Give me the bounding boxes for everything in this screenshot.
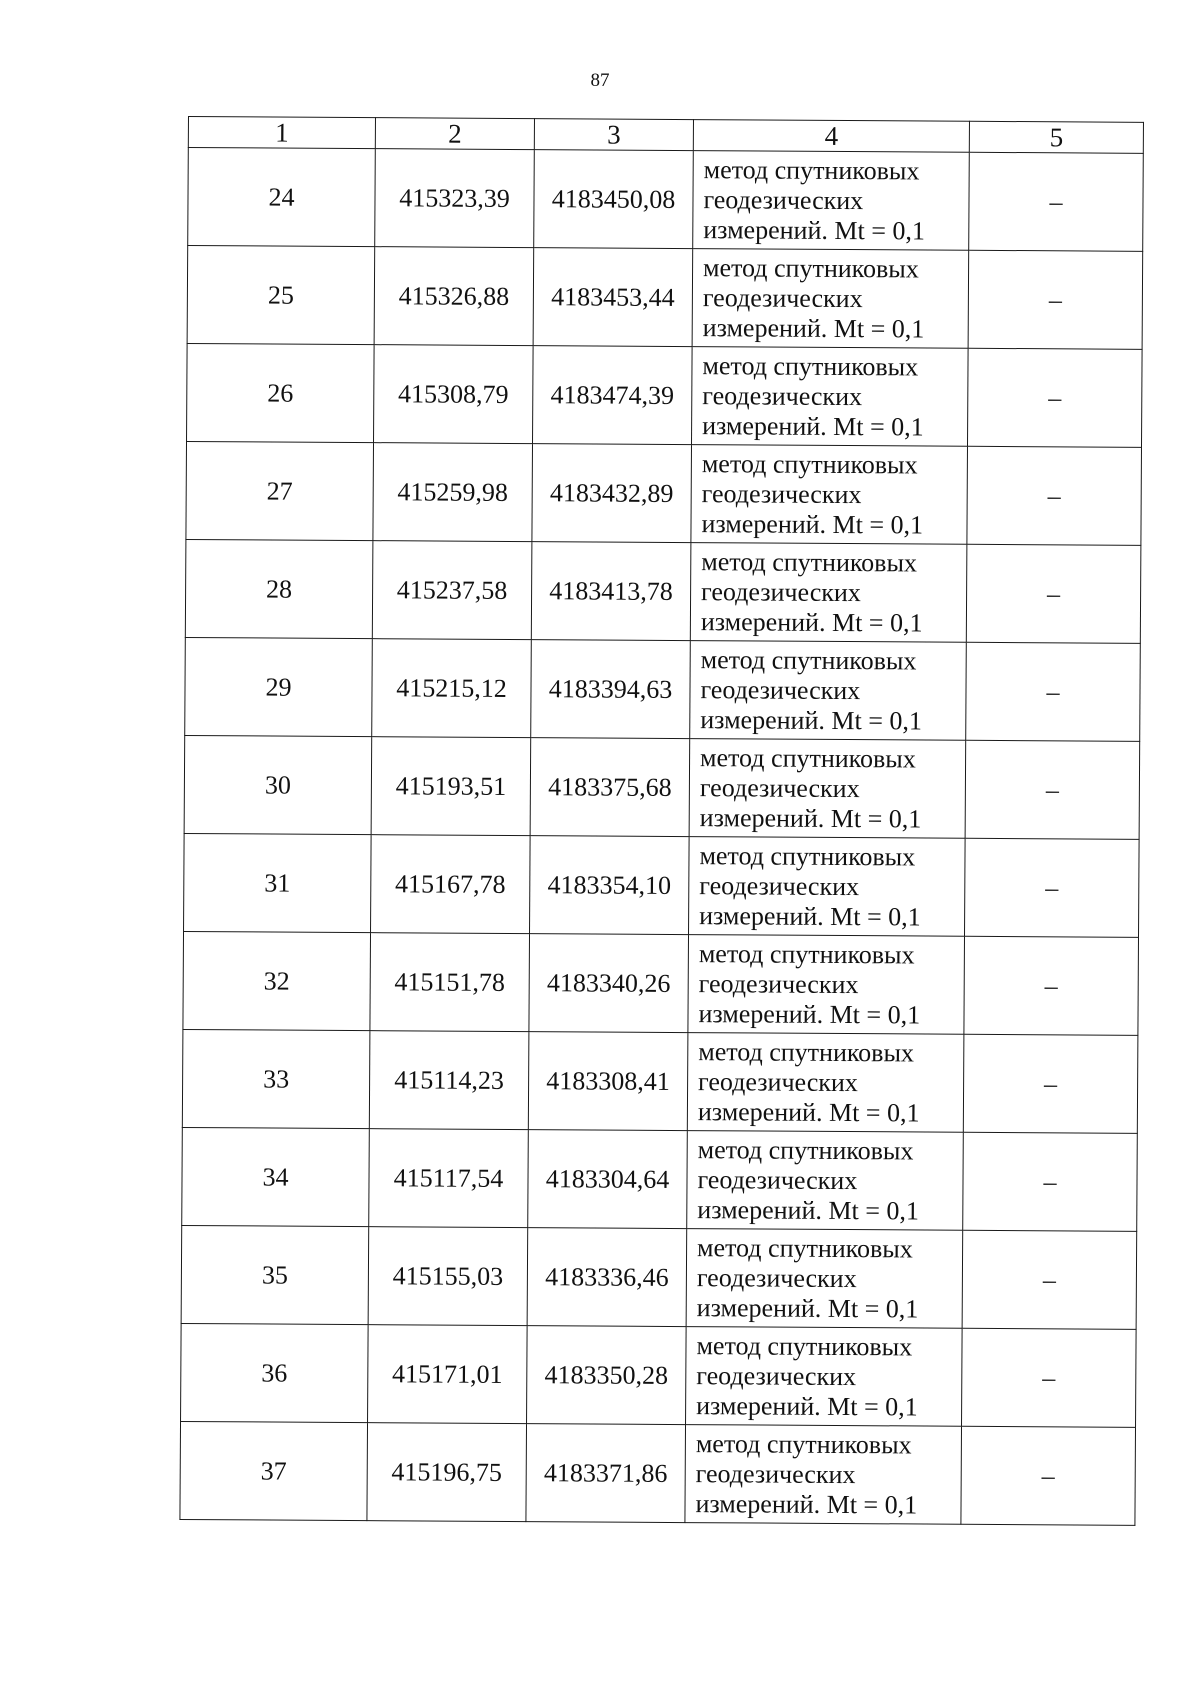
note-cell: – [963, 1132, 1138, 1231]
point-number-cell: 32 [183, 931, 371, 1030]
table-row [183, 931, 1139, 1035]
note-cell: – [965, 740, 1140, 839]
method-line: метод спутниковых [698, 1036, 915, 1067]
y-coordinate-cell: 4183394,63 [531, 640, 691, 739]
method-cell [692, 249, 969, 349]
method-line: измерений. Mt = 0,1 [703, 214, 926, 246]
point-number-cell: 30 [184, 735, 372, 834]
x-coordinate-cell: 415117,54 [369, 1129, 529, 1228]
method-line: измерений. Mt = 0,1 [695, 1488, 918, 1519]
method-cell [689, 739, 966, 839]
x-coordinate-cell: 415323,39 [375, 149, 535, 248]
method-line: геодезических [698, 1066, 858, 1097]
point-number-cell: 27 [186, 441, 374, 540]
method-line: метод спутниковых [702, 252, 919, 283]
method-cell [690, 543, 967, 643]
method-line: измерений. Mt = 0,1 [697, 1096, 920, 1127]
method-line: геодезических [703, 184, 864, 215]
method-line: метод спутниковых [697, 1232, 913, 1263]
note-cell: – [962, 1230, 1137, 1329]
method-line: геодезических [699, 870, 860, 901]
table-row [184, 833, 1140, 937]
table-row [182, 1127, 1138, 1231]
method-line: метод спутниковых [702, 350, 919, 381]
method-line: метод спутниковых [703, 154, 920, 185]
method-line: метод спутниковых [695, 1428, 912, 1459]
method-line: измерений. Mt = 0,1 [700, 704, 923, 735]
note-cell: – [963, 1034, 1138, 1133]
header-col-3: 3 [534, 119, 693, 151]
y-coordinate-cell: 4183336,46 [527, 1228, 687, 1327]
method-line: измерений. Mt = 0,1 [699, 900, 921, 931]
method-line: метод спутниковых [700, 644, 917, 675]
header-col-4: 4 [693, 120, 969, 153]
note-cell: – [969, 152, 1144, 251]
point-number-cell: 35 [181, 1225, 369, 1324]
method-line: измерений. Mt = 0,1 [696, 1292, 919, 1323]
header-col-5: 5 [969, 121, 1143, 153]
table-row [182, 1029, 1138, 1133]
point-number-cell: 29 [185, 637, 373, 736]
method-line: метод спутниковых [700, 742, 916, 773]
method-line: геодезических [702, 282, 863, 313]
y-coordinate-cell: 4183340,26 [529, 934, 689, 1033]
method-line: геодезических [696, 1360, 857, 1391]
method-line: геодезических [700, 674, 861, 705]
x-coordinate-cell: 415155,03 [368, 1227, 528, 1326]
method-line: измерений. Mt = 0,1 [701, 508, 924, 539]
point-number-cell: 34 [182, 1127, 370, 1226]
table-row [185, 539, 1141, 643]
method-line: метод спутниковых [701, 448, 918, 479]
method-line: геодезических [702, 380, 863, 411]
note-cell: – [967, 348, 1142, 447]
x-coordinate-cell: 415259,98 [373, 443, 533, 542]
method-line: геодезических [698, 968, 859, 999]
method-line: измерений. Mt = 0,1 [697, 1194, 920, 1225]
y-coordinate-cell: 4183413,78 [531, 542, 691, 641]
method-cell [692, 347, 969, 447]
y-coordinate-cell: 4183450,08 [534, 150, 694, 249]
point-number-cell: 36 [181, 1323, 369, 1422]
method-line: измерений. Mt = 0,1 [700, 606, 923, 637]
method-line: метод спутниковых [696, 1330, 913, 1361]
y-coordinate-cell: 4183432,89 [532, 444, 692, 543]
method-line: измерений. Mt = 0,1 [696, 1390, 918, 1421]
table-row [180, 1421, 1136, 1525]
point-number-cell: 26 [187, 343, 375, 442]
method-line: измерений. Mt = 0,1 [702, 410, 924, 441]
method-line: метод спутниковых [697, 1134, 914, 1165]
x-coordinate-cell: 415196,75 [367, 1423, 527, 1522]
table-row [186, 441, 1142, 545]
note-cell: – [968, 250, 1143, 349]
note-cell: – [966, 642, 1141, 741]
note-cell: – [967, 446, 1142, 545]
method-line: геодезических [697, 1164, 858, 1195]
x-coordinate-cell: 415308,79 [374, 345, 534, 444]
method-cell [689, 837, 966, 937]
method-line: геодезических [695, 1458, 856, 1489]
table-body [180, 148, 1143, 1526]
note-cell: – [965, 838, 1140, 937]
point-number-cell: 28 [185, 539, 373, 638]
y-coordinate-cell: 4183350,28 [527, 1326, 687, 1425]
method-line: геодезических [701, 478, 862, 509]
y-coordinate-cell: 4183304,64 [528, 1130, 688, 1229]
method-line: метод спутниковых [699, 840, 916, 871]
method-cell [691, 445, 968, 545]
method-cell [688, 935, 965, 1035]
x-coordinate-cell: 415215,12 [372, 639, 532, 738]
y-coordinate-cell: 4183474,39 [533, 346, 693, 445]
method-cell [687, 1033, 964, 1133]
x-coordinate-cell: 415151,78 [370, 933, 530, 1032]
y-coordinate-cell: 4183375,68 [530, 738, 690, 837]
point-number-cell: 25 [187, 246, 375, 345]
method-line: измерений. Mt = 0,1 [698, 998, 921, 1029]
coordinates-table [179, 116, 1144, 1526]
point-number-cell: 37 [180, 1421, 368, 1520]
note-cell: – [962, 1328, 1137, 1427]
method-cell [693, 151, 970, 251]
note-cell: – [966, 544, 1141, 643]
method-line: измерений. Mt = 0,1 [702, 312, 925, 344]
table-row [181, 1323, 1137, 1427]
point-number-cell: 31 [184, 833, 372, 932]
y-coordinate-cell: 4183453,44 [533, 248, 693, 347]
method-cell [690, 641, 967, 741]
table-row [188, 148, 1144, 252]
x-coordinate-cell: 415237,58 [372, 541, 532, 640]
method-line: измерений. Mt = 0,1 [699, 802, 922, 833]
table-row [181, 1225, 1137, 1329]
method-line: метод спутниковых [701, 546, 918, 577]
x-coordinate-cell: 415326,88 [374, 247, 534, 346]
header-col-1: 1 [188, 117, 375, 149]
note-cell: – [961, 1426, 1136, 1525]
method-cell [687, 1131, 964, 1231]
method-line: геодезических [699, 772, 860, 803]
method-line: геодезических [701, 576, 861, 607]
x-coordinate-cell: 415167,78 [371, 835, 531, 934]
y-coordinate-cell: 4183371,86 [526, 1424, 686, 1523]
method-line: геодезических [696, 1262, 857, 1293]
table-row [185, 637, 1141, 741]
y-coordinate-cell: 4183308,41 [528, 1032, 688, 1131]
x-coordinate-cell: 415193,51 [371, 737, 531, 836]
header-col-2: 2 [375, 118, 534, 150]
point-number-cell: 24 [188, 148, 376, 247]
point-number-cell: 33 [182, 1029, 370, 1128]
method-line: метод спутниковых [698, 938, 915, 969]
method-cell [686, 1327, 963, 1427]
method-cell [685, 1425, 962, 1525]
x-coordinate-cell: 415171,01 [368, 1325, 528, 1424]
table-row [187, 343, 1143, 447]
note-cell: – [964, 936, 1139, 1035]
table-row [184, 735, 1140, 839]
method-cell [686, 1229, 963, 1329]
page-number: 87 [590, 70, 610, 91]
x-coordinate-cell: 415114,23 [369, 1031, 529, 1130]
table-row [187, 246, 1143, 350]
y-coordinate-cell: 4183354,10 [530, 836, 690, 935]
